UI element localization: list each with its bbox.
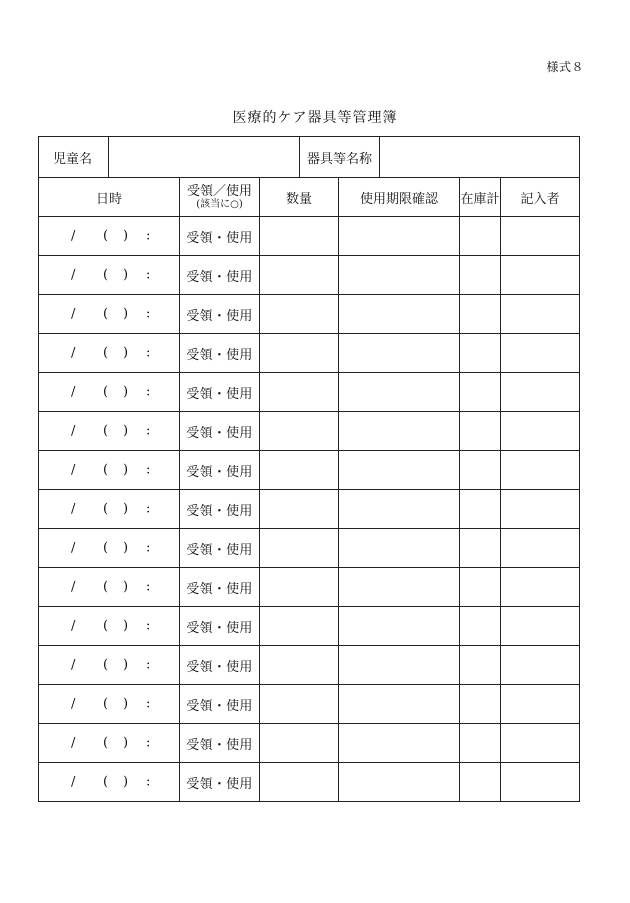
quantity-cell[interactable]	[260, 295, 339, 334]
weekday-open-paren: (	[103, 657, 109, 673]
date-slash: /	[71, 657, 76, 673]
datetime-cell[interactable]	[39, 724, 180, 763]
time-colon: :	[146, 228, 151, 244]
weekday-open-paren: (	[103, 228, 109, 244]
time-colon: :	[146, 657, 151, 673]
quantity-cell[interactable]	[260, 763, 339, 802]
column-header-row	[39, 178, 580, 217]
stock-cell[interactable]	[460, 412, 501, 451]
table-row	[39, 724, 580, 763]
expiry-check-cell[interactable]	[339, 256, 460, 295]
expiry-check-cell[interactable]	[339, 295, 460, 334]
recorder-cell[interactable]	[501, 607, 580, 646]
receive-use-cell[interactable]: 受領・使用	[180, 568, 260, 607]
weekday-close-paren: )	[123, 540, 129, 556]
stock-cell[interactable]	[460, 724, 501, 763]
info-row	[39, 137, 580, 178]
date-slash: /	[71, 228, 76, 244]
page-title: 医療的ケア器具等管理簿	[232, 110, 398, 126]
weekday-open-paren: (	[103, 306, 109, 322]
receive-use-cell[interactable]: 受領・使用	[180, 412, 260, 451]
datetime-cell[interactable]	[39, 607, 180, 646]
stock-cell[interactable]	[460, 256, 501, 295]
weekday-open-paren: (	[103, 423, 109, 439]
weekday-open-paren: (	[103, 345, 109, 361]
receive-use-header-note: (該当に○)	[196, 198, 243, 210]
recorder-cell[interactable]	[501, 646, 580, 685]
stock-cell[interactable]	[460, 529, 501, 568]
quantity-cell[interactable]	[260, 334, 339, 373]
stock-cell[interactable]	[460, 607, 501, 646]
stock-cell[interactable]	[460, 685, 501, 724]
table-row	[39, 568, 580, 607]
table-row	[39, 490, 580, 529]
weekday-close-paren: )	[123, 774, 129, 790]
time-colon: :	[146, 423, 151, 439]
receive-use-cell[interactable]: 受領・使用	[180, 295, 260, 334]
expiry-check-cell[interactable]	[339, 724, 460, 763]
datetime-cell[interactable]	[39, 256, 180, 295]
quantity-cell[interactable]	[260, 490, 339, 529]
date-slash: /	[71, 579, 76, 595]
datetime-cell[interactable]	[39, 334, 180, 373]
weekday-close-paren: )	[123, 462, 129, 478]
datetime-cell[interactable]	[39, 490, 180, 529]
time-colon: :	[146, 618, 151, 634]
recorder-cell[interactable]	[501, 256, 580, 295]
device-name-label: 器具等名称	[300, 137, 380, 178]
date-slash: /	[71, 540, 76, 556]
time-colon: :	[146, 384, 151, 400]
datetime-cell[interactable]	[39, 685, 180, 724]
quantity-cell[interactable]	[260, 373, 339, 412]
quantity-column-header: 数量	[260, 178, 339, 217]
quantity-cell[interactable]	[260, 568, 339, 607]
expiry-check-cell[interactable]	[339, 607, 460, 646]
time-colon: :	[146, 462, 151, 478]
weekday-close-paren: )	[123, 579, 129, 595]
device-name-field[interactable]	[380, 137, 580, 178]
table-row	[39, 256, 580, 295]
expiry-check-cell[interactable]	[339, 568, 460, 607]
quantity-cell[interactable]	[260, 685, 339, 724]
weekday-open-paren: (	[103, 618, 109, 634]
weekday-close-paren: )	[123, 345, 129, 361]
recorder-cell[interactable]	[501, 217, 580, 256]
time-colon: :	[146, 501, 151, 517]
weekday-open-paren: (	[103, 501, 109, 517]
weekday-close-paren: )	[123, 384, 129, 400]
receive-use-header-label: 受領／使用	[186, 183, 252, 199]
date-slash: /	[71, 384, 76, 400]
table-row	[39, 685, 580, 724]
expiry-check-cell[interactable]	[339, 217, 460, 256]
time-colon: :	[146, 345, 151, 361]
stock-cell[interactable]	[460, 217, 501, 256]
weekday-open-paren: (	[103, 579, 109, 595]
date-slash: /	[71, 774, 76, 790]
date-slash: /	[71, 306, 76, 322]
stock-column-header: 在庫計	[460, 178, 501, 217]
expiry-check-cell[interactable]	[339, 412, 460, 451]
weekday-close-paren: )	[123, 228, 129, 244]
time-colon: :	[146, 306, 151, 322]
expiry-check-cell[interactable]	[339, 373, 460, 412]
recorder-cell[interactable]	[501, 724, 580, 763]
table-row	[39, 334, 580, 373]
receive-use-cell[interactable]: 受領・使用	[180, 685, 260, 724]
recorder-cell[interactable]	[501, 568, 580, 607]
datetime-cell[interactable]	[39, 412, 180, 451]
expiry-check-cell[interactable]	[339, 334, 460, 373]
weekday-close-paren: )	[123, 501, 129, 517]
quantity-cell[interactable]	[260, 724, 339, 763]
stock-cell[interactable]	[460, 295, 501, 334]
receive-use-cell[interactable]: 受領・使用	[180, 646, 260, 685]
table-row	[39, 412, 580, 451]
stock-cell[interactable]	[460, 334, 501, 373]
table-row	[39, 217, 580, 256]
table-row	[39, 646, 580, 685]
recorder-cell[interactable]	[501, 490, 580, 529]
recorder-cell[interactable]	[501, 412, 580, 451]
child-name-label: 児童名	[39, 137, 109, 178]
recorder-column-header: 記入者	[501, 178, 580, 217]
quantity-cell[interactable]	[260, 217, 339, 256]
expiry-check-column-header: 使用期限確認	[339, 178, 460, 217]
stock-cell[interactable]	[460, 490, 501, 529]
time-colon: :	[146, 735, 151, 751]
weekday-close-paren: )	[123, 267, 129, 283]
quantity-cell[interactable]	[260, 646, 339, 685]
datetime-cell[interactable]	[39, 568, 180, 607]
quantity-cell[interactable]	[260, 256, 339, 295]
weekday-close-paren: )	[123, 423, 129, 439]
datetime-column-header: 日時	[39, 178, 180, 217]
weekday-close-paren: )	[123, 696, 129, 712]
date-slash: /	[71, 267, 76, 283]
form-number: 様式８	[546, 60, 584, 74]
weekday-close-paren: )	[123, 657, 129, 673]
receive-use-cell[interactable]: 受領・使用	[180, 763, 260, 802]
quantity-cell[interactable]	[260, 451, 339, 490]
receive-use-cell[interactable]: 受領・使用	[180, 607, 260, 646]
receive-use-cell[interactable]: 受領・使用	[180, 373, 260, 412]
child-name-field[interactable]	[109, 137, 300, 178]
weekday-open-paren: (	[103, 735, 109, 751]
table-row	[39, 451, 580, 490]
table-row	[39, 607, 580, 646]
date-slash: /	[71, 696, 76, 712]
date-slash: /	[71, 501, 76, 517]
weekday-open-paren: (	[103, 462, 109, 478]
expiry-check-cell[interactable]	[339, 763, 460, 802]
recorder-cell[interactable]	[501, 451, 580, 490]
receive-use-cell[interactable]: 受領・使用	[180, 256, 260, 295]
table-row	[39, 529, 580, 568]
weekday-open-paren: (	[103, 696, 109, 712]
time-colon: :	[146, 267, 151, 283]
datetime-cell[interactable]	[39, 217, 180, 256]
receive-use-column-header	[180, 178, 260, 217]
weekday-close-paren: )	[123, 735, 129, 751]
weekday-open-paren: (	[103, 774, 109, 790]
date-slash: /	[71, 345, 76, 361]
expiry-check-cell[interactable]	[339, 529, 460, 568]
datetime-cell[interactable]	[39, 646, 180, 685]
weekday-open-paren: (	[103, 384, 109, 400]
expiry-check-cell[interactable]	[339, 646, 460, 685]
stock-cell[interactable]	[460, 763, 501, 802]
receive-use-cell[interactable]: 受領・使用	[180, 451, 260, 490]
management-ledger-table	[38, 136, 580, 802]
recorder-cell[interactable]	[501, 334, 580, 373]
datetime-cell[interactable]	[39, 295, 180, 334]
date-slash: /	[71, 423, 76, 439]
recorder-cell[interactable]	[501, 529, 580, 568]
time-colon: :	[146, 540, 151, 556]
weekday-open-paren: (	[103, 267, 109, 283]
time-colon: :	[146, 696, 151, 712]
stock-cell[interactable]	[460, 451, 501, 490]
expiry-check-cell[interactable]	[339, 685, 460, 724]
stock-cell[interactable]	[460, 568, 501, 607]
stock-cell[interactable]	[460, 373, 501, 412]
table-row	[39, 373, 580, 412]
receive-use-cell[interactable]: 受領・使用	[180, 217, 260, 256]
weekday-close-paren: )	[123, 306, 129, 322]
recorder-cell[interactable]	[501, 763, 580, 802]
expiry-check-cell[interactable]	[339, 451, 460, 490]
stock-cell[interactable]	[460, 646, 501, 685]
datetime-cell[interactable]	[39, 763, 180, 802]
table-row	[39, 295, 580, 334]
table-row	[39, 763, 580, 802]
quantity-cell[interactable]	[260, 529, 339, 568]
weekday-close-paren: )	[123, 618, 129, 634]
time-colon: :	[146, 774, 151, 790]
datetime-cell[interactable]	[39, 373, 180, 412]
receive-use-cell[interactable]: 受領・使用	[180, 529, 260, 568]
recorder-cell[interactable]	[501, 295, 580, 334]
recorder-cell[interactable]	[501, 373, 580, 412]
quantity-cell[interactable]	[260, 412, 339, 451]
date-slash: /	[71, 462, 76, 478]
date-slash: /	[71, 735, 76, 751]
weekday-open-paren: (	[103, 540, 109, 556]
receive-use-cell[interactable]: 受領・使用	[180, 334, 260, 373]
quantity-cell[interactable]	[260, 607, 339, 646]
receive-use-cell[interactable]: 受領・使用	[180, 490, 260, 529]
time-colon: :	[146, 579, 151, 595]
datetime-cell[interactable]	[39, 451, 180, 490]
datetime-cell[interactable]	[39, 529, 180, 568]
expiry-check-cell[interactable]	[339, 490, 460, 529]
receive-use-cell[interactable]: 受領・使用	[180, 724, 260, 763]
recorder-cell[interactable]	[501, 685, 580, 724]
date-slash: /	[71, 618, 76, 634]
